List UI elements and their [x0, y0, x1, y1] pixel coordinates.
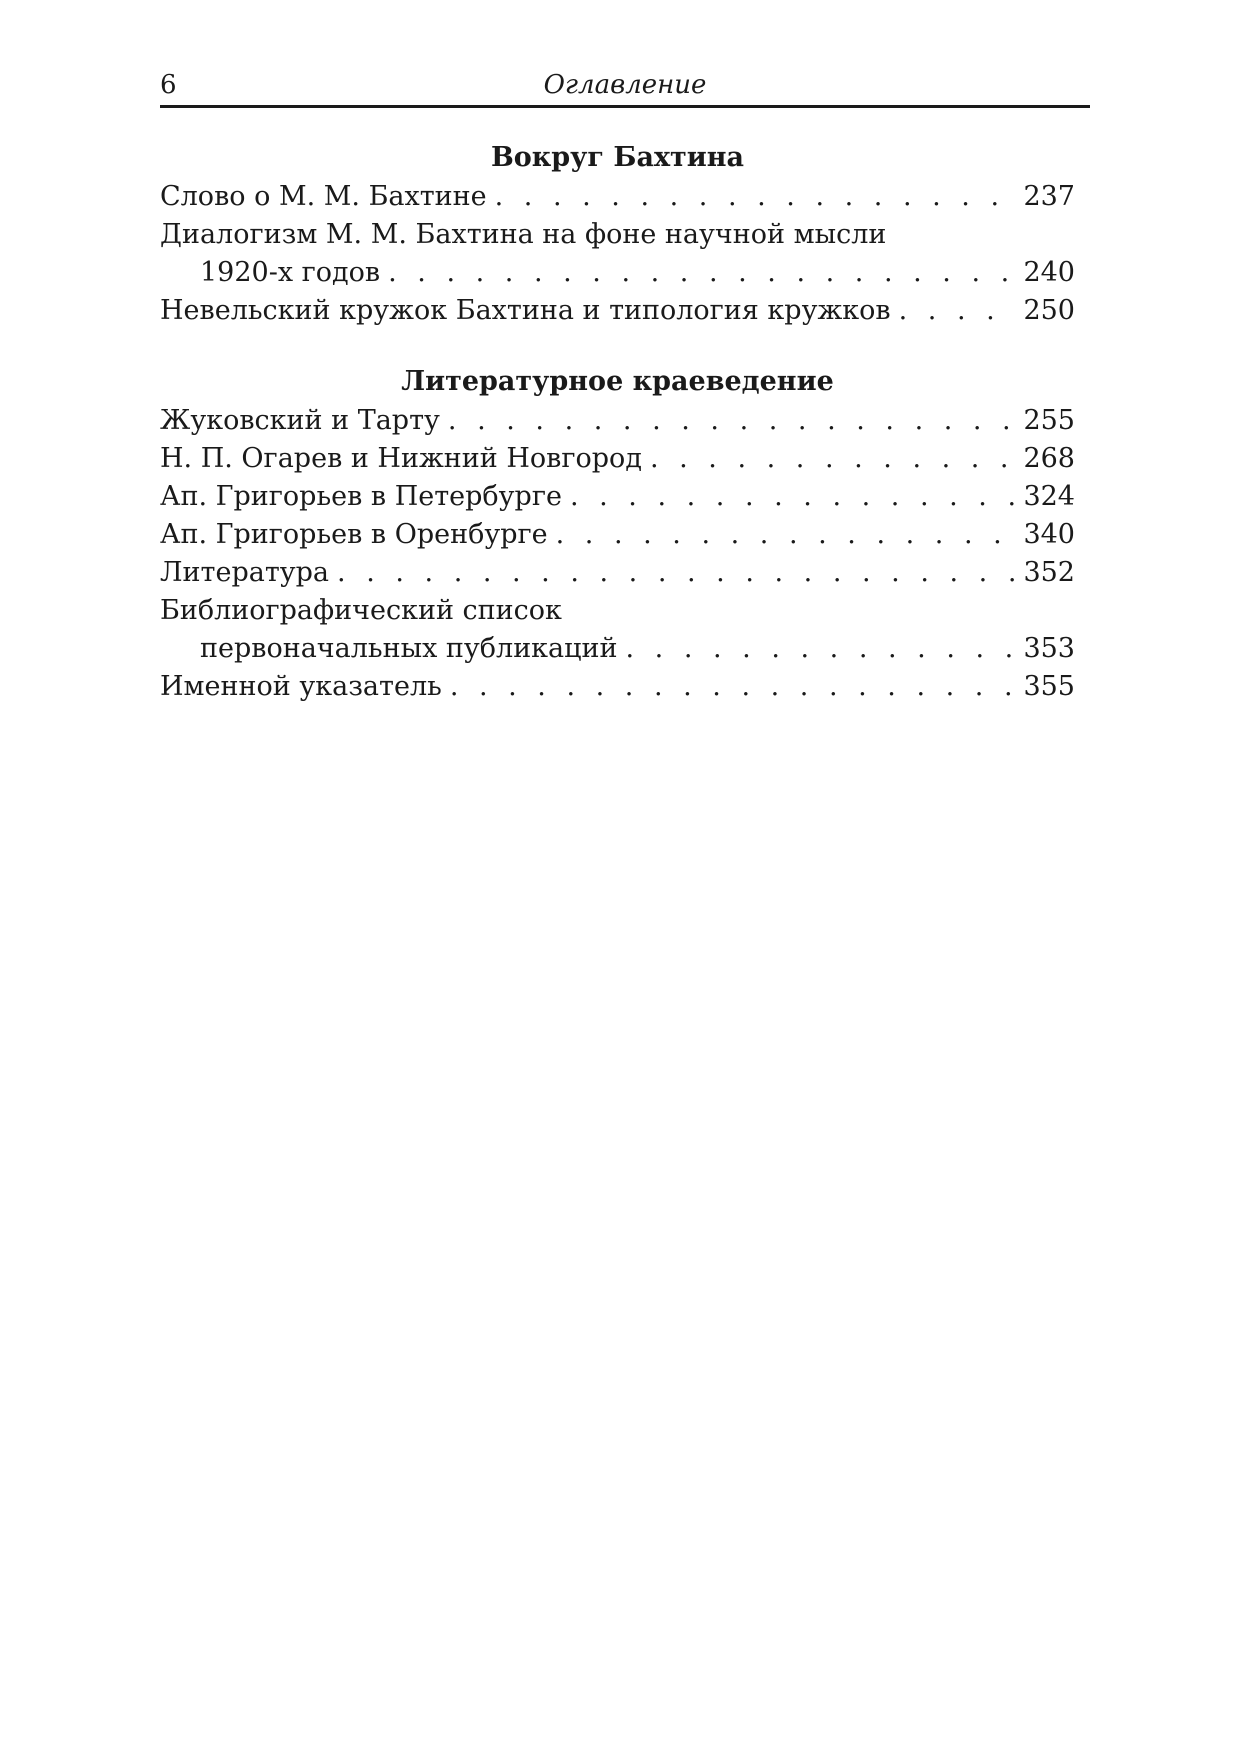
entry-page: 340 — [1023, 519, 1075, 550]
toc-entry[interactable] — [160, 516, 1075, 554]
entry-page: 324 — [1023, 481, 1075, 512]
toc-section-bakhtin — [160, 140, 1075, 330]
entry-title: Невельский кружок Бахтина и типология кружков — [160, 295, 891, 326]
dot-leader — [556, 516, 1015, 554]
page-number: 6 — [160, 70, 177, 100]
toc-entry[interactable] — [160, 402, 1075, 440]
entry-page: 250 — [1023, 295, 1075, 326]
entry-title-continuation: первоначальных публикаций — [200, 633, 618, 664]
dot-leader — [388, 254, 1015, 292]
entry-title: Диалогизм М. М. Бахтина на фоне научной мысли — [160, 219, 887, 250]
entry-page: 240 — [1023, 257, 1075, 288]
header-rule — [160, 105, 1090, 108]
dot-leader — [899, 292, 1015, 330]
toc-entry[interactable] — [160, 478, 1075, 516]
entry-title: Н. П. Огарев и Нижний Новгород — [160, 443, 642, 474]
section-title: Вокруг Бахтина — [490, 142, 745, 173]
toc-entry[interactable] — [160, 668, 1075, 706]
toc-entry-continuation[interactable] — [160, 254, 1075, 292]
toc-entry-continuation[interactable] — [160, 630, 1075, 668]
entry-page: 353 — [1023, 633, 1075, 664]
toc-entry[interactable] — [160, 292, 1075, 330]
entry-title: Именной указатель — [160, 671, 442, 702]
toc-entry[interactable] — [160, 592, 1075, 630]
toc-entry[interactable] — [160, 554, 1075, 592]
entry-title: Библиографический список — [160, 595, 562, 626]
dot-leader — [570, 478, 1015, 516]
dot-leader — [450, 668, 1015, 706]
toc-entry[interactable] — [160, 440, 1075, 478]
table-of-contents — [160, 140, 1075, 706]
entry-title-continuation: 1920-х годов — [200, 257, 381, 288]
dot-leader — [495, 178, 1015, 216]
entry-page: 255 — [1023, 405, 1075, 436]
dot-leader — [650, 440, 1015, 478]
toc-section-local-history — [160, 364, 1075, 706]
entry-page: 355 — [1023, 671, 1075, 702]
entry-title: Ап. Григорьев в Петербурге — [160, 481, 562, 512]
entry-title: Слово о М. М. Бахтине — [160, 181, 487, 212]
entry-title: Жуковский и Тарту — [160, 405, 440, 436]
dot-leader — [626, 630, 1015, 668]
entry-title: Литература — [160, 557, 330, 588]
dot-leader — [448, 402, 1015, 440]
dot-leader — [337, 554, 1015, 592]
entry-page: 237 — [1023, 181, 1075, 212]
entry-page: 352 — [1023, 557, 1075, 588]
entry-title: Ап. Григорьев в Оренбурге — [160, 519, 548, 550]
toc-entry[interactable] — [160, 216, 1075, 254]
running-header — [160, 66, 1090, 106]
running-title: Оглавление — [543, 70, 707, 100]
toc-entry[interactable] — [160, 178, 1075, 216]
section-title: Литературное краеведение — [401, 366, 834, 397]
entry-page: 268 — [1023, 443, 1075, 474]
